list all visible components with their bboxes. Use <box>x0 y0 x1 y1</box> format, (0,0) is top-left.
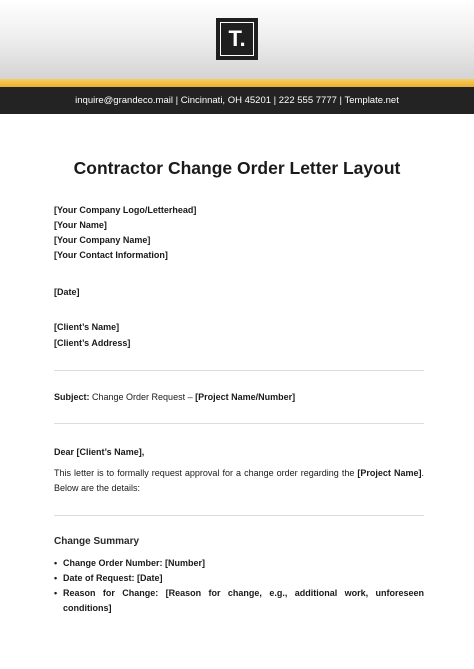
divider-3 <box>54 515 424 516</box>
divider-2 <box>54 423 424 424</box>
header-banner <box>0 0 474 82</box>
list-item: • Change Order Number: [Number] <box>54 556 424 571</box>
sender-line-name: [Your Name] <box>54 220 107 230</box>
salutation: Dear [Client’s Name], <box>54 447 145 457</box>
recipient-name: [Client’s Name] <box>54 322 120 332</box>
intro-text-end: . Below are the details: <box>54 468 424 493</box>
subject-line <box>54 391 295 404</box>
recipient-address: [Client’s Address] <box>54 338 131 348</box>
contact-info: inquire@grandeco.mail | Cincinnati, OH 45201 | 222 555 7777 | Template.net <box>75 95 399 106</box>
document-title: Contractor Change Order Letter Layout <box>73 158 401 178</box>
intro-paragraph <box>54 466 424 496</box>
subject-project: [Project Name/Number] <box>195 392 296 402</box>
subject-text: Change Order Request – <box>89 392 196 402</box>
contact-bar <box>0 87 474 114</box>
logo-frame <box>220 22 254 56</box>
sender-line-logo: [Your Company Logo/Letterhead] <box>54 205 197 215</box>
list-item: • Date of Request: [Date] <box>54 571 424 586</box>
intro-text-start: This letter is to formally request approval for a change order regarding the <box>54 468 358 478</box>
sender-line-company: [Your Company Name] <box>54 235 151 245</box>
list-item: • Reason for Change: [Reason for change, e.g., additional work, unforeseen conditions] <box>54 586 424 616</box>
divider-1 <box>54 370 424 371</box>
sender-line-contact: [Your Contact Information] <box>54 250 168 260</box>
change-summary-heading: Change Summary <box>54 536 140 547</box>
intro-project: [Project Name] <box>357 468 422 478</box>
subject-label: Subject: <box>54 392 90 402</box>
template-logo <box>216 18 258 60</box>
date-line: [Date] <box>54 287 80 297</box>
change-summary-list <box>54 556 424 616</box>
logo-letter: T. <box>228 26 246 51</box>
